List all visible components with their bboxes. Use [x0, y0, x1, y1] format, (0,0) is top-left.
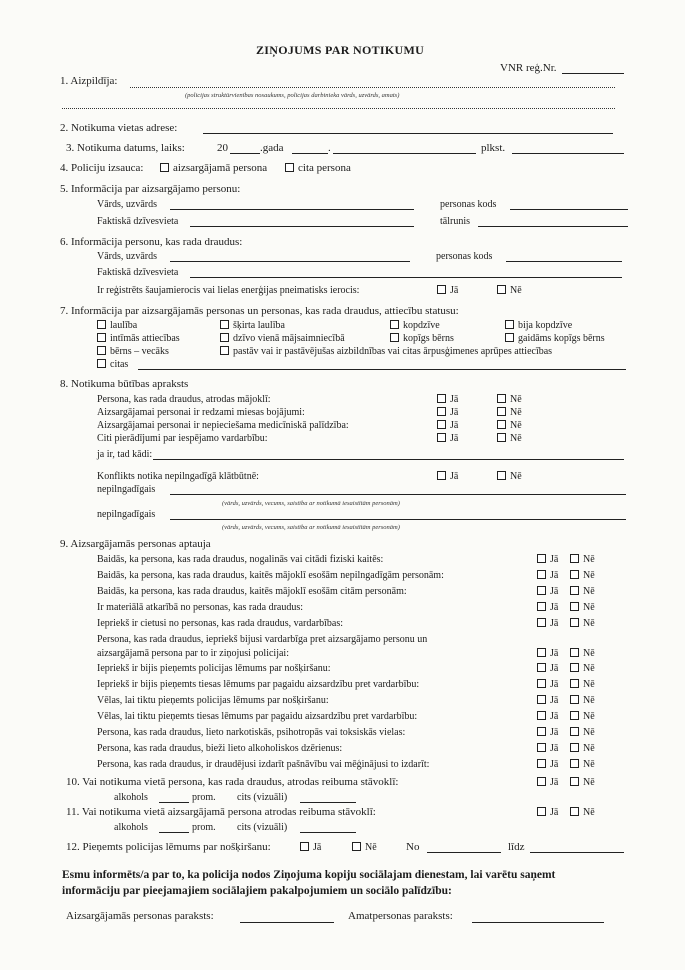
no-label: Nē [510, 394, 522, 405]
yes-label: Jā [550, 727, 559, 738]
no-label: Nē [510, 420, 522, 431]
s10-alc-field[interactable] [159, 802, 189, 803]
s9-question: Persona, kas rada draudus, lieto narkotiskās, psihotropās vai toksiskās vielas: [97, 727, 406, 738]
s9-label: 9. Aizsargājamās personas aptauja [60, 538, 211, 550]
s12-no[interactable] [352, 841, 377, 854]
s9-q3-yes[interactable] [537, 601, 558, 614]
no-label: Nē [583, 777, 595, 788]
s9-q4-no[interactable] [570, 617, 595, 630]
s3-day-field[interactable] [292, 153, 328, 154]
s9-question: Iepriekš ir bijis pieņemts policijas lēmums par nošķiršanu: [97, 663, 331, 675]
checkbox-icon [570, 759, 579, 768]
s6-code: personas kods [436, 251, 493, 262]
s9-q11-no[interactable] [570, 726, 595, 739]
yes-label: Jā [550, 601, 559, 613]
yes-label: Jā [450, 407, 459, 418]
checkbox-icon [537, 554, 546, 563]
s9-q8-yes[interactable] [537, 678, 558, 691]
s12-to-field[interactable] [530, 852, 624, 853]
checkbox-icon [537, 743, 546, 752]
no-label: Nē [583, 601, 595, 613]
no-label: Nē [583, 727, 595, 738]
sig-officer-field[interactable] [472, 922, 604, 923]
checkbox-icon [97, 346, 106, 355]
s7-o10-label: pastāv vai ir pastāvējušas aizbildnības vai citas ārpusģimenes aprūpes attiecības [233, 346, 553, 357]
s10-prom: prom. [192, 792, 216, 803]
s6-code-field[interactable] [506, 261, 622, 262]
s9-q6-yes[interactable] [537, 647, 558, 660]
s1-hint: (policijas struktūrvienības nosaukums, policijas darbinieka vārds, uzvārds, amats) [185, 92, 400, 99]
yes-label: Jā [550, 807, 559, 818]
s8-q4-yes[interactable] [437, 432, 458, 445]
s7-o4[interactable] [505, 319, 572, 332]
s11-alc: alkohols [114, 822, 148, 833]
no-label: Nē [583, 647, 595, 659]
s5-phone-field[interactable] [478, 226, 628, 227]
checkbox-icon [537, 807, 546, 816]
s8-q3-no[interactable] [497, 419, 522, 432]
s9-q1-yes[interactable] [537, 569, 558, 582]
no-label: Nē [583, 617, 595, 629]
s5-phone: tālrunis [440, 216, 470, 227]
no-label: Nē [583, 742, 595, 754]
s8-q5: ja ir, tad kādi: [97, 449, 153, 460]
yes-label: Jā [550, 777, 559, 788]
s7-o1-label: laulība [110, 320, 138, 331]
checkbox-icon [220, 333, 229, 342]
s6-weapon: Ir reģistrēts šaujamierocis vai lielas enerģijas pneimatisks ierocis: [97, 285, 360, 296]
checkbox-icon [497, 407, 506, 416]
s8-q3: Aizsargājamai personai ir nepieciešama medicīniskā palīdzība: [97, 420, 349, 431]
s9-question: Baidās, ka persona, kas rada draudus, kaitēs mājoklī esošām nepilngadīgām personām: [97, 569, 444, 581]
s9-question: Ir materiālā atkarībā no personas, kas rada draudus: [97, 601, 304, 613]
yes-label: Jā [550, 695, 559, 707]
no-label: Nē [583, 807, 595, 818]
s8-q1: Persona, kas rada draudus, atrodas mājoklī: [97, 394, 271, 405]
s7-o6[interactable] [220, 332, 345, 345]
s4-opt1-label: aizsargājamā persona [173, 162, 268, 174]
s9-q0-no[interactable] [570, 553, 595, 566]
s9-q9-no[interactable] [570, 694, 595, 707]
s4-opt1[interactable] [160, 162, 267, 175]
s9-question: Iepriekš ir bijis pieņemts tiesas lēmums par pagaidu aizsardzību pret vardarbību: [97, 679, 420, 691]
s9-q10-no[interactable] [570, 710, 595, 723]
checkbox-icon [570, 586, 579, 595]
no-label: Nē [583, 711, 595, 723]
checkbox-icon [537, 570, 546, 579]
checkbox-icon [437, 407, 446, 416]
s5-code: personas kods [440, 199, 497, 210]
s1-field[interactable] [130, 87, 615, 88]
checkbox-icon [537, 711, 546, 720]
s6-address-field[interactable] [190, 277, 622, 278]
yes-label: Jā [450, 394, 459, 405]
checkbox-icon [570, 570, 579, 579]
s6-name-field[interactable] [170, 261, 410, 262]
s9-question: Baidās, ka persona, kas rada draudus, kaitēs mājoklī esošām citām personām: [97, 585, 407, 597]
checkbox-icon [570, 807, 579, 816]
checkbox-icon [437, 433, 446, 442]
s5-label: 5. Informācija par aizsargājamo personu: [60, 183, 241, 195]
s9-q0-yes[interactable] [537, 553, 558, 566]
checkbox-icon [437, 420, 446, 429]
s7-o7[interactable] [390, 332, 454, 345]
s9-question: Vēlas, lai tiktu pieņemts tiesas lēmums par pagaidu aizsardzību pret vardarbību: [97, 711, 418, 723]
s12-label: 12. Pieņemts policijas lēmums par nošķiršanu: [66, 841, 271, 853]
s6-name: Vārds, uzvārds [97, 251, 157, 262]
yes-label: Jā [550, 679, 559, 691]
s12-to: līdz [508, 841, 525, 853]
s8-q3-yes[interactable] [437, 419, 458, 432]
no-label: Nē [510, 407, 522, 418]
s7-o8[interactable] [505, 332, 605, 345]
checkbox-icon [505, 333, 514, 342]
checkbox-icon [570, 648, 579, 657]
no-label: Nē [583, 569, 595, 581]
checkbox-icon [497, 285, 506, 294]
checkbox-icon [570, 727, 579, 736]
consent-line-2: informāciju par pieejamajiem sociālajiem pakalpojumiem un sociālo palīdzību: [62, 885, 452, 897]
yes-label: Jā [450, 285, 459, 296]
s3-plkst: plkst. [481, 142, 506, 154]
s7-o4-label: bija kopdzīve [518, 320, 573, 331]
sig-protected-field[interactable] [240, 922, 334, 923]
s9-question: Persona, kas rada draudus, bieži lieto alkoholiskos dzērienus: [97, 742, 343, 754]
no-label: Nē [583, 585, 595, 597]
s11-other: cits (vizuāli) [237, 822, 288, 833]
s11-prom: prom. [192, 822, 216, 833]
s3-month-field[interactable] [333, 153, 476, 154]
s8-minor-hint-1: (vārds, uzvārds, vecums, saistība ar notikumā iesaistītām personām) [222, 500, 400, 507]
s3-time-field[interactable] [512, 153, 624, 154]
s12-from-field[interactable] [427, 852, 501, 853]
s10-yes[interactable] [537, 776, 558, 789]
s6-weapon-no[interactable] [497, 284, 522, 297]
yes-label: Jā [550, 742, 559, 754]
checkbox-icon [505, 320, 514, 329]
yes-label: Jā [550, 663, 559, 675]
no-label: Nē [510, 433, 522, 444]
s7-o10[interactable] [220, 345, 552, 358]
s9-q2-yes[interactable] [537, 585, 558, 598]
s4-label: 4. Policiju izsauca: [60, 162, 144, 174]
s5-code-field[interactable] [510, 209, 628, 210]
s5-name-field[interactable] [170, 209, 414, 210]
s4-opt2[interactable] [285, 162, 351, 175]
s9-q7-no[interactable] [570, 662, 595, 675]
s8-minor-hint-2: (vārds, uzvārds, vecums, saistība ar notikumā iesaistītām personām) [222, 524, 400, 531]
checkbox-icon [390, 320, 399, 329]
s9-q6-no[interactable] [570, 647, 595, 660]
checkbox-icon [570, 777, 579, 786]
s10-other-field[interactable] [300, 802, 356, 803]
s3-gada: .gada [260, 142, 284, 154]
checkbox-icon [160, 163, 169, 172]
checkbox-icon [537, 777, 546, 786]
no-label: Nē [583, 679, 595, 691]
vnr-field[interactable] [562, 73, 624, 74]
yes-label: Jā [550, 585, 559, 597]
s9-q13-no[interactable] [570, 758, 595, 771]
checkbox-icon [437, 394, 446, 403]
no-label: Nē [583, 663, 595, 675]
s9-question: Iepriekš ir cietusi no personas, kas rada draudus, vardarbības: [97, 617, 344, 629]
yes-label: Jā [550, 711, 559, 723]
checkbox-icon [537, 695, 546, 704]
s9-q3-no[interactable] [570, 601, 595, 614]
checkbox-icon [537, 663, 546, 672]
s7-o6-label: dzīvo vienā mājsaimniecībā [233, 333, 345, 344]
no-label: Nē [365, 842, 377, 853]
yes-label: Jā [450, 433, 459, 444]
s8-minor-field-1[interactable] [170, 494, 626, 495]
checkbox-icon [570, 743, 579, 752]
s3-dot: . [328, 142, 331, 154]
checkbox-icon [570, 695, 579, 704]
s7-label: 7. Informācija par aizsargājamās personas un personas, kas rada draudus, attiecību statusu: [60, 305, 459, 317]
s3-year: 20 [217, 142, 228, 154]
s8-q2-yes[interactable] [437, 406, 458, 419]
s11-other-field[interactable] [300, 832, 356, 833]
checkbox-icon [437, 471, 446, 480]
checkbox-icon [285, 163, 294, 172]
checkbox-icon [570, 602, 579, 611]
sig-officer-label: Amatpersonas paraksts: [348, 910, 453, 922]
checkbox-icon [537, 759, 546, 768]
s8-details-field[interactable] [153, 459, 624, 460]
checkbox-icon [97, 359, 106, 368]
checkbox-icon [497, 420, 506, 429]
no-label: Nē [510, 471, 522, 482]
s7-o5-label: intīmās attiecības [110, 333, 180, 344]
s10-label: 10. Vai notikuma vietā persona, kas rada draudus, atrodas reibuma stāvoklī: [66, 776, 399, 788]
s4-opt2-label: cita persona [298, 162, 351, 174]
checkbox-icon [537, 679, 546, 688]
checkbox-icon [537, 618, 546, 627]
s9-q11-yes[interactable] [537, 726, 558, 739]
checkbox-icon [570, 711, 579, 720]
yes-label: Jā [450, 471, 459, 482]
checkbox-icon [570, 679, 579, 688]
checkbox-icon [537, 727, 546, 736]
s7-o9[interactable] [97, 345, 169, 358]
s11-no[interactable] [570, 806, 595, 819]
checkbox-icon [497, 394, 506, 403]
checkbox-icon [537, 648, 546, 657]
s2-field[interactable] [203, 133, 613, 134]
s10-no[interactable] [570, 776, 595, 789]
s2-label: 2. Notikuma vietas adrese: [60, 122, 178, 134]
s1-field-2[interactable] [62, 108, 615, 109]
s8-minor-2: nepilngadīgais [97, 509, 156, 520]
s7-o2[interactable] [220, 319, 285, 332]
form-title: ZIŅOJUMS PAR NOTIKUMU [256, 43, 425, 57]
s12-from: No [406, 841, 420, 853]
no-label: Nē [583, 554, 595, 565]
s11-label: 11. Vai notikuma vietā aizsargājamā persona atrodas reibuma stāvoklī: [66, 806, 376, 818]
s7-o2-label: šķirta laulība [233, 320, 285, 331]
s7-other-field[interactable] [138, 369, 626, 370]
s9-question: Baidās, ka persona, kas rada draudus, nogalinās vai citādi fiziski kaitēs: [97, 554, 384, 565]
checkbox-icon [570, 554, 579, 563]
checkbox-icon [537, 602, 546, 611]
yes-label: Jā [550, 758, 559, 770]
checkbox-icon [220, 320, 229, 329]
checkbox-icon [97, 320, 106, 329]
checkbox-icon [437, 285, 446, 294]
s9-q12-no[interactable] [570, 742, 595, 755]
vnr-label: VNR reģ.Nr. [500, 62, 557, 74]
checkbox-icon [497, 471, 506, 480]
s7-o11[interactable] [97, 358, 128, 371]
yes-label: Jā [550, 569, 559, 581]
s9-q7-yes[interactable] [537, 662, 558, 675]
s9-q12-yes[interactable] [537, 742, 558, 755]
s7-o1[interactable] [97, 319, 137, 332]
s6-weapon-yes[interactable] [437, 284, 458, 297]
checkbox-icon [497, 433, 506, 442]
s10-other: cits (vizuāli) [237, 792, 288, 803]
sig-protected-label: Aizsargājamās personas paraksts: [66, 910, 214, 922]
s11-alc-field[interactable] [159, 832, 189, 833]
checkbox-icon [390, 333, 399, 342]
checkbox-icon [537, 586, 546, 595]
s7-o8-label: gaidāms kopīgs bērns [518, 333, 605, 344]
s5-address-field[interactable] [190, 226, 414, 227]
s3-year-field[interactable] [230, 153, 260, 154]
s8-q4: Citi pierādījumi par iespējamo vardarbību: [97, 433, 268, 444]
s6-address: Faktiskā dzīvesvieta [97, 267, 179, 278]
s7-o3[interactable] [390, 319, 440, 332]
s8-q6-yes[interactable] [437, 470, 458, 483]
s5-address: Faktiskā dzīvesvieta [97, 216, 179, 227]
s8-q1-no[interactable] [497, 393, 522, 406]
consent-line-1: Esmu informēts/a par to, ka policija nodos Ziņojuma kopiju sociālajam dienestam, lai varētu saņemt [62, 869, 556, 881]
s6-label: 6. Informācija personu, kas rada draudus: [60, 236, 243, 248]
s9-question: Persona, kas rada draudus, ir draudējusi izdarīt pašnāvību vai mēģinājusi to izdarīt: [97, 758, 430, 770]
s8-q2: Aizsargājamai personai ir redzami miesas bojājumi: [97, 407, 305, 418]
s9-q13-yes[interactable] [537, 758, 558, 771]
s9-q2-no[interactable] [570, 585, 595, 598]
s8-minor-field-2[interactable] [170, 519, 626, 520]
s9-q10-yes[interactable] [537, 710, 558, 723]
checkbox-icon [300, 842, 309, 851]
s5-name: Vārds, uzvārds [97, 199, 157, 210]
s9-question: Persona, kas rada draudus, iepriekš bijusi vardarbīga pret aizsargājamo personu un [97, 633, 428, 645]
no-label: Nē [583, 695, 595, 707]
yes-label: Jā [550, 647, 559, 659]
checkbox-icon [352, 842, 361, 851]
s11-yes[interactable] [537, 806, 558, 819]
yes-label: Jā [550, 554, 559, 565]
s9-question: Vēlas, lai tiktu pieņemts policijas lēmums par nošķiršanu: [97, 695, 329, 707]
s8-q6: Konflikts notika nepilngadīgā klātbūtnē: [97, 471, 259, 482]
s8-label: 8. Notikuma būtības apraksts [60, 378, 189, 390]
checkbox-icon [570, 618, 579, 627]
checkbox-icon [220, 346, 229, 355]
checkbox-icon [97, 333, 106, 342]
s7-o5[interactable] [97, 332, 180, 345]
s8-q4-no[interactable] [497, 432, 522, 445]
s12-yes[interactable] [300, 841, 321, 854]
s7-o3-label: kopdzīve [403, 320, 440, 331]
s8-minor-1: nepilngadīgais [97, 484, 156, 495]
s9-question: aizsargājamā persona par to ir ziņojusi policijai: [97, 647, 289, 659]
s7-o11-label: citas [110, 359, 129, 370]
no-label: Nē [583, 758, 595, 770]
s10-alc: alkohols [114, 792, 148, 803]
s1-label: 1. Aizpildīja: [60, 75, 118, 87]
s7-o7-label: kopīgs bērns [403, 333, 454, 344]
s9-q4-yes[interactable] [537, 617, 558, 630]
checkbox-icon [570, 663, 579, 672]
s9-q1-no[interactable] [570, 569, 595, 582]
yes-label: Jā [550, 617, 559, 629]
s7-o9-label: bērns – vecāks [110, 346, 169, 357]
yes-label: Jā [450, 420, 459, 431]
s8-q6-no[interactable] [497, 470, 522, 483]
s8-q1-yes[interactable] [437, 393, 458, 406]
s3-label: 3. Notikuma datums, laiks: [66, 142, 185, 154]
yes-label: Jā [313, 842, 322, 853]
s8-q2-no[interactable] [497, 406, 522, 419]
no-label: Nē [510, 285, 522, 296]
s9-q9-yes[interactable] [537, 694, 558, 707]
s9-q8-no[interactable] [570, 678, 595, 691]
